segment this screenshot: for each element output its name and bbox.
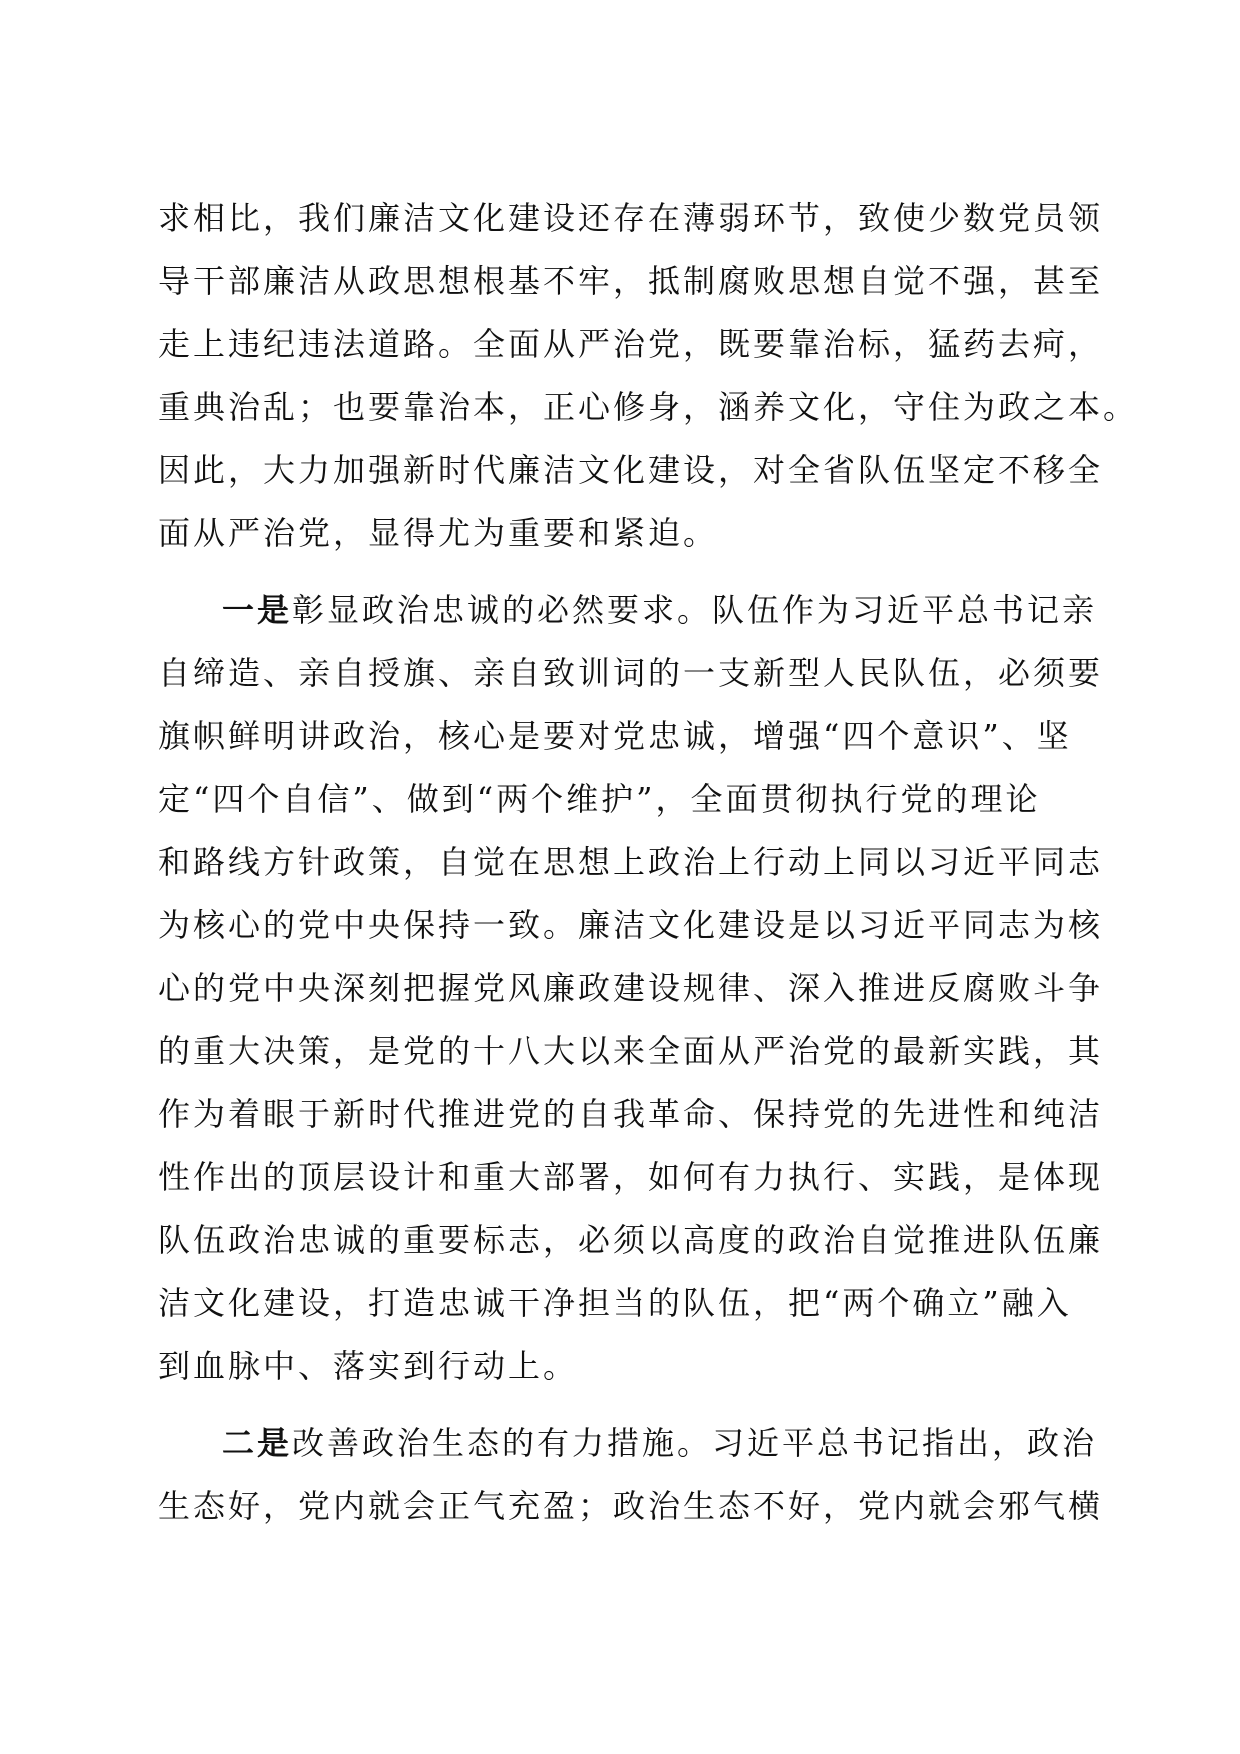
paragraph-lead-bold: 二是 [222,1424,293,1462]
text-line: 为核心的党中央保持一致。廉洁文化建设是以习近平同志为核 [158,906,1104,944]
text-line: 洁文化建设，打造忠诚干净担当的队伍，把“两个确立”融入 [158,1284,1072,1322]
text-line: 和路线方针政策，自觉在思想上政治上行动上同以习近平同志 [158,843,1104,881]
text-run: 彰显政治忠诚的必然要求。队伍作为习近平总书记亲 [292,591,1098,629]
text-line: 心的党中央深刻把握党风廉政建设规律、深入推进反腐败斗争 [158,969,1104,1007]
text-line: 因此，大力加强新时代廉洁文化建设，对全省队伍坚定不移全 [158,451,1104,489]
text-line: 生态好，党内就会正气充盈；政治生态不好，党内就会邪气横 [158,1487,1104,1525]
paragraph-1 [158,187,1139,565]
text-line: 定“四个自信”、做到“两个维护”，全面贯彻执行党的理论 [158,780,1041,818]
text-line: 旗帜鲜明讲政治，核心是要对党忠诚，增强“四个意识”、坚 [158,717,1072,755]
text-line: 自缔造、亲自授旗、亲自致训词的一支新型人民队伍，必须要 [158,654,1104,692]
paragraph-lead-bold: 一是 [222,591,293,629]
text-line: 面从严治党，显得尤为重要和紧迫。 [158,514,719,552]
text-line: 作为着眼于新时代推进党的自我革命、保持党的先进性和纯洁 [158,1095,1104,1133]
paragraph-3 [158,1412,1104,1538]
text-line: 队伍政治忠诚的重要标志，必须以高度的政治自觉推进队伍廉 [158,1221,1104,1259]
body-text [158,187,1139,1538]
paragraph-first-line [158,579,1098,642]
text-line: 到血脉中、落实到行动上。 [158,1347,579,1385]
text-line: 性作出的顶层设计和重大部署，如何有力执行、实践，是体现 [158,1158,1104,1196]
text-line: 走上违纪违法道路。全面从严治党，既要靠治标，猛药去疴， [158,325,1104,363]
text-run: 改善政治生态的有力措施。习近平总书记指出，政治 [292,1424,1098,1462]
paragraph-2 [158,579,1104,1398]
text-line: 导干部廉洁从政思想根基不牢，抵制腐败思想自觉不强，甚至 [158,262,1104,300]
paragraph-first-line [158,1412,1098,1475]
text-line: 求相比，我们廉洁文化建设还存在薄弱环节，致使少数党员领 [158,199,1104,237]
text-line: 的重大决策，是党的十八大以来全面从严治党的最新实践，其 [158,1032,1104,1070]
text-line: 重典治乱；也要靠治本，正心修身，涵养文化，守住为政之本。 [158,388,1139,426]
